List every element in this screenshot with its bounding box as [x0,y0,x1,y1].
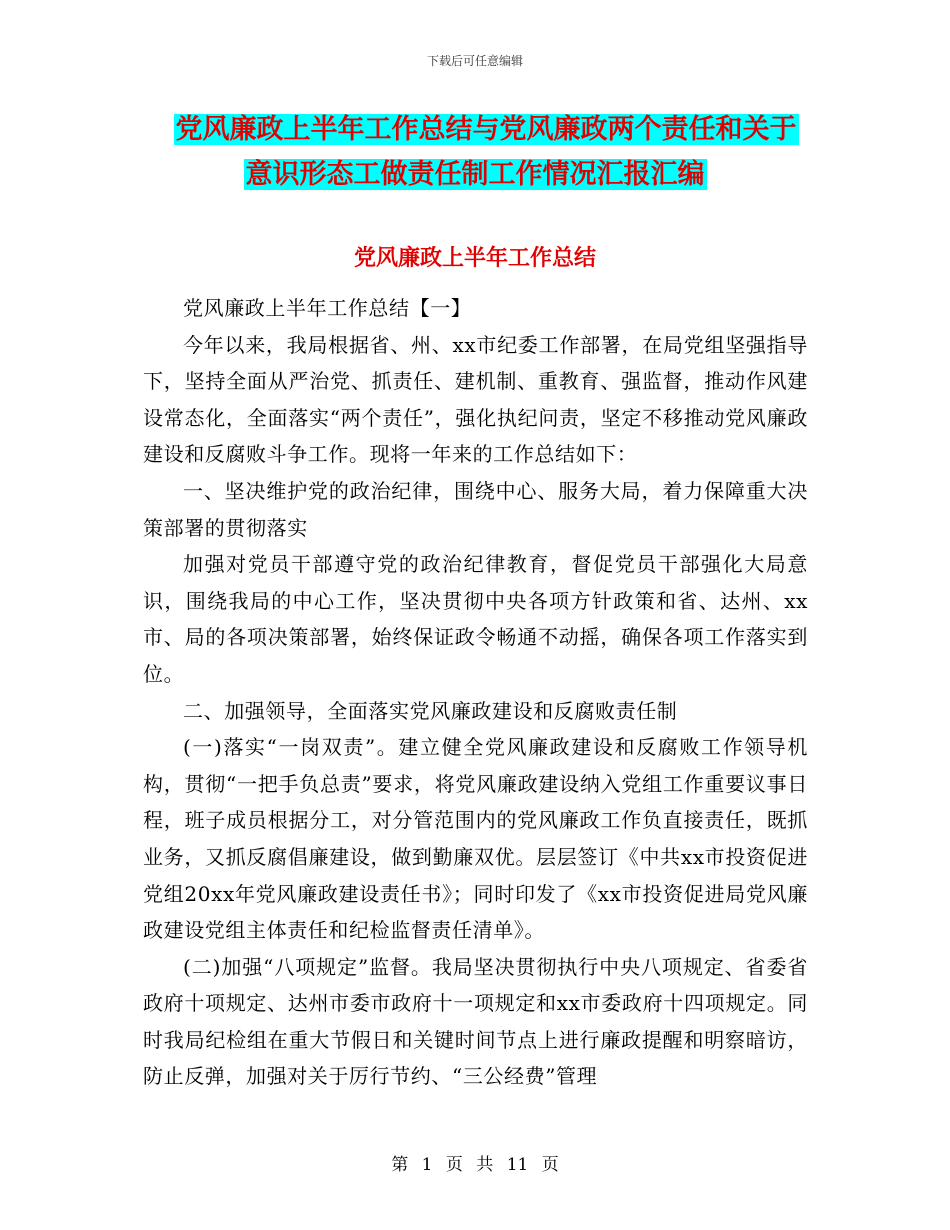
paragraph-one-post-two-duties: (一)落实“一岗双责”。建立健全党风廉政建设和反腐败工作领导机构，贯彻“一把手负总责”要求，将党风廉政建设纳入党组工作重要议事日程，班子成员根据分工，对分管范围内的党风廉政工作负直接责任，既抓业务，又抓反腐倡廉建设，做到勤廉双优。层层签订《中共xx市投资促进党组20xx年党风廉政建设责任书》；同时印发了《xx市投资促进局党风廉政建设党组主体责任和纪检监督责任清单》。 [143,735,808,943]
page-number: 第 1 页 共 11 页 [391,1155,559,1175]
title-highlight-1: 党风廉政上半年工作总结与党风廉政两个责任和关于 [175,114,797,145]
title-highlight-2: 意识形态工做责任制工作情况汇报汇编 [245,159,705,190]
paragraph-political-discipline: 加强对党员干部遵守党的政治纪律教育，督促党员干部强化大局意识，围绕我局的中心工作，坚决贯彻中央各项方针政策和省、达州、xx市、局的各项决策部署，始终保证政令畅通不动摇，确保各项工作落实到位。 [143,552,808,686]
paragraph-subtitle: 党风廉政上半年工作总结【一】 [183,296,472,320]
paragraph-heading-1: 一、坚决维护党的政治纪律，围绕中心、服务大局，着力保障重大决策部署的贯彻落实 [143,478,808,540]
paragraph-eight-rules: (二)加强“八项规定”监督。我局坚决贯彻执行中央八项规定、省委省政府十项规定、达州市委市政府十一项规定和xx市委政府十四项规定。同时我局纪检组在重大节假日和关键时间节点上进行廉政提醒和明察暗访，防止反弹，加强对关于厉行节约、“三公经费”管理 [143,954,808,1089]
document-title-line-1 [0,110,950,150]
paragraph-intro: 今年以来，我局根据省、州、xx市纪委工作部署，在局党组坚强指导下，坚持全面从严治党、抓责任、建机制、重教育、强监督，推动作风建设常态化，全面落实“两个责任”，强化执纪问责，坚定不移推动党风廉政建设和反腐败斗争工作。现将一年来的工作总结如下： [143,332,808,467]
document-title-line-2 [0,155,950,195]
page-header-note: 下载后可任意编辑 [426,54,523,68]
document-body [143,290,808,1095]
section-title: 党风廉政上半年工作总结 [353,246,596,271]
paragraph-heading-2: 二、加强领导，全面落实党风廉政建设和反腐败责任制 [183,698,678,723]
